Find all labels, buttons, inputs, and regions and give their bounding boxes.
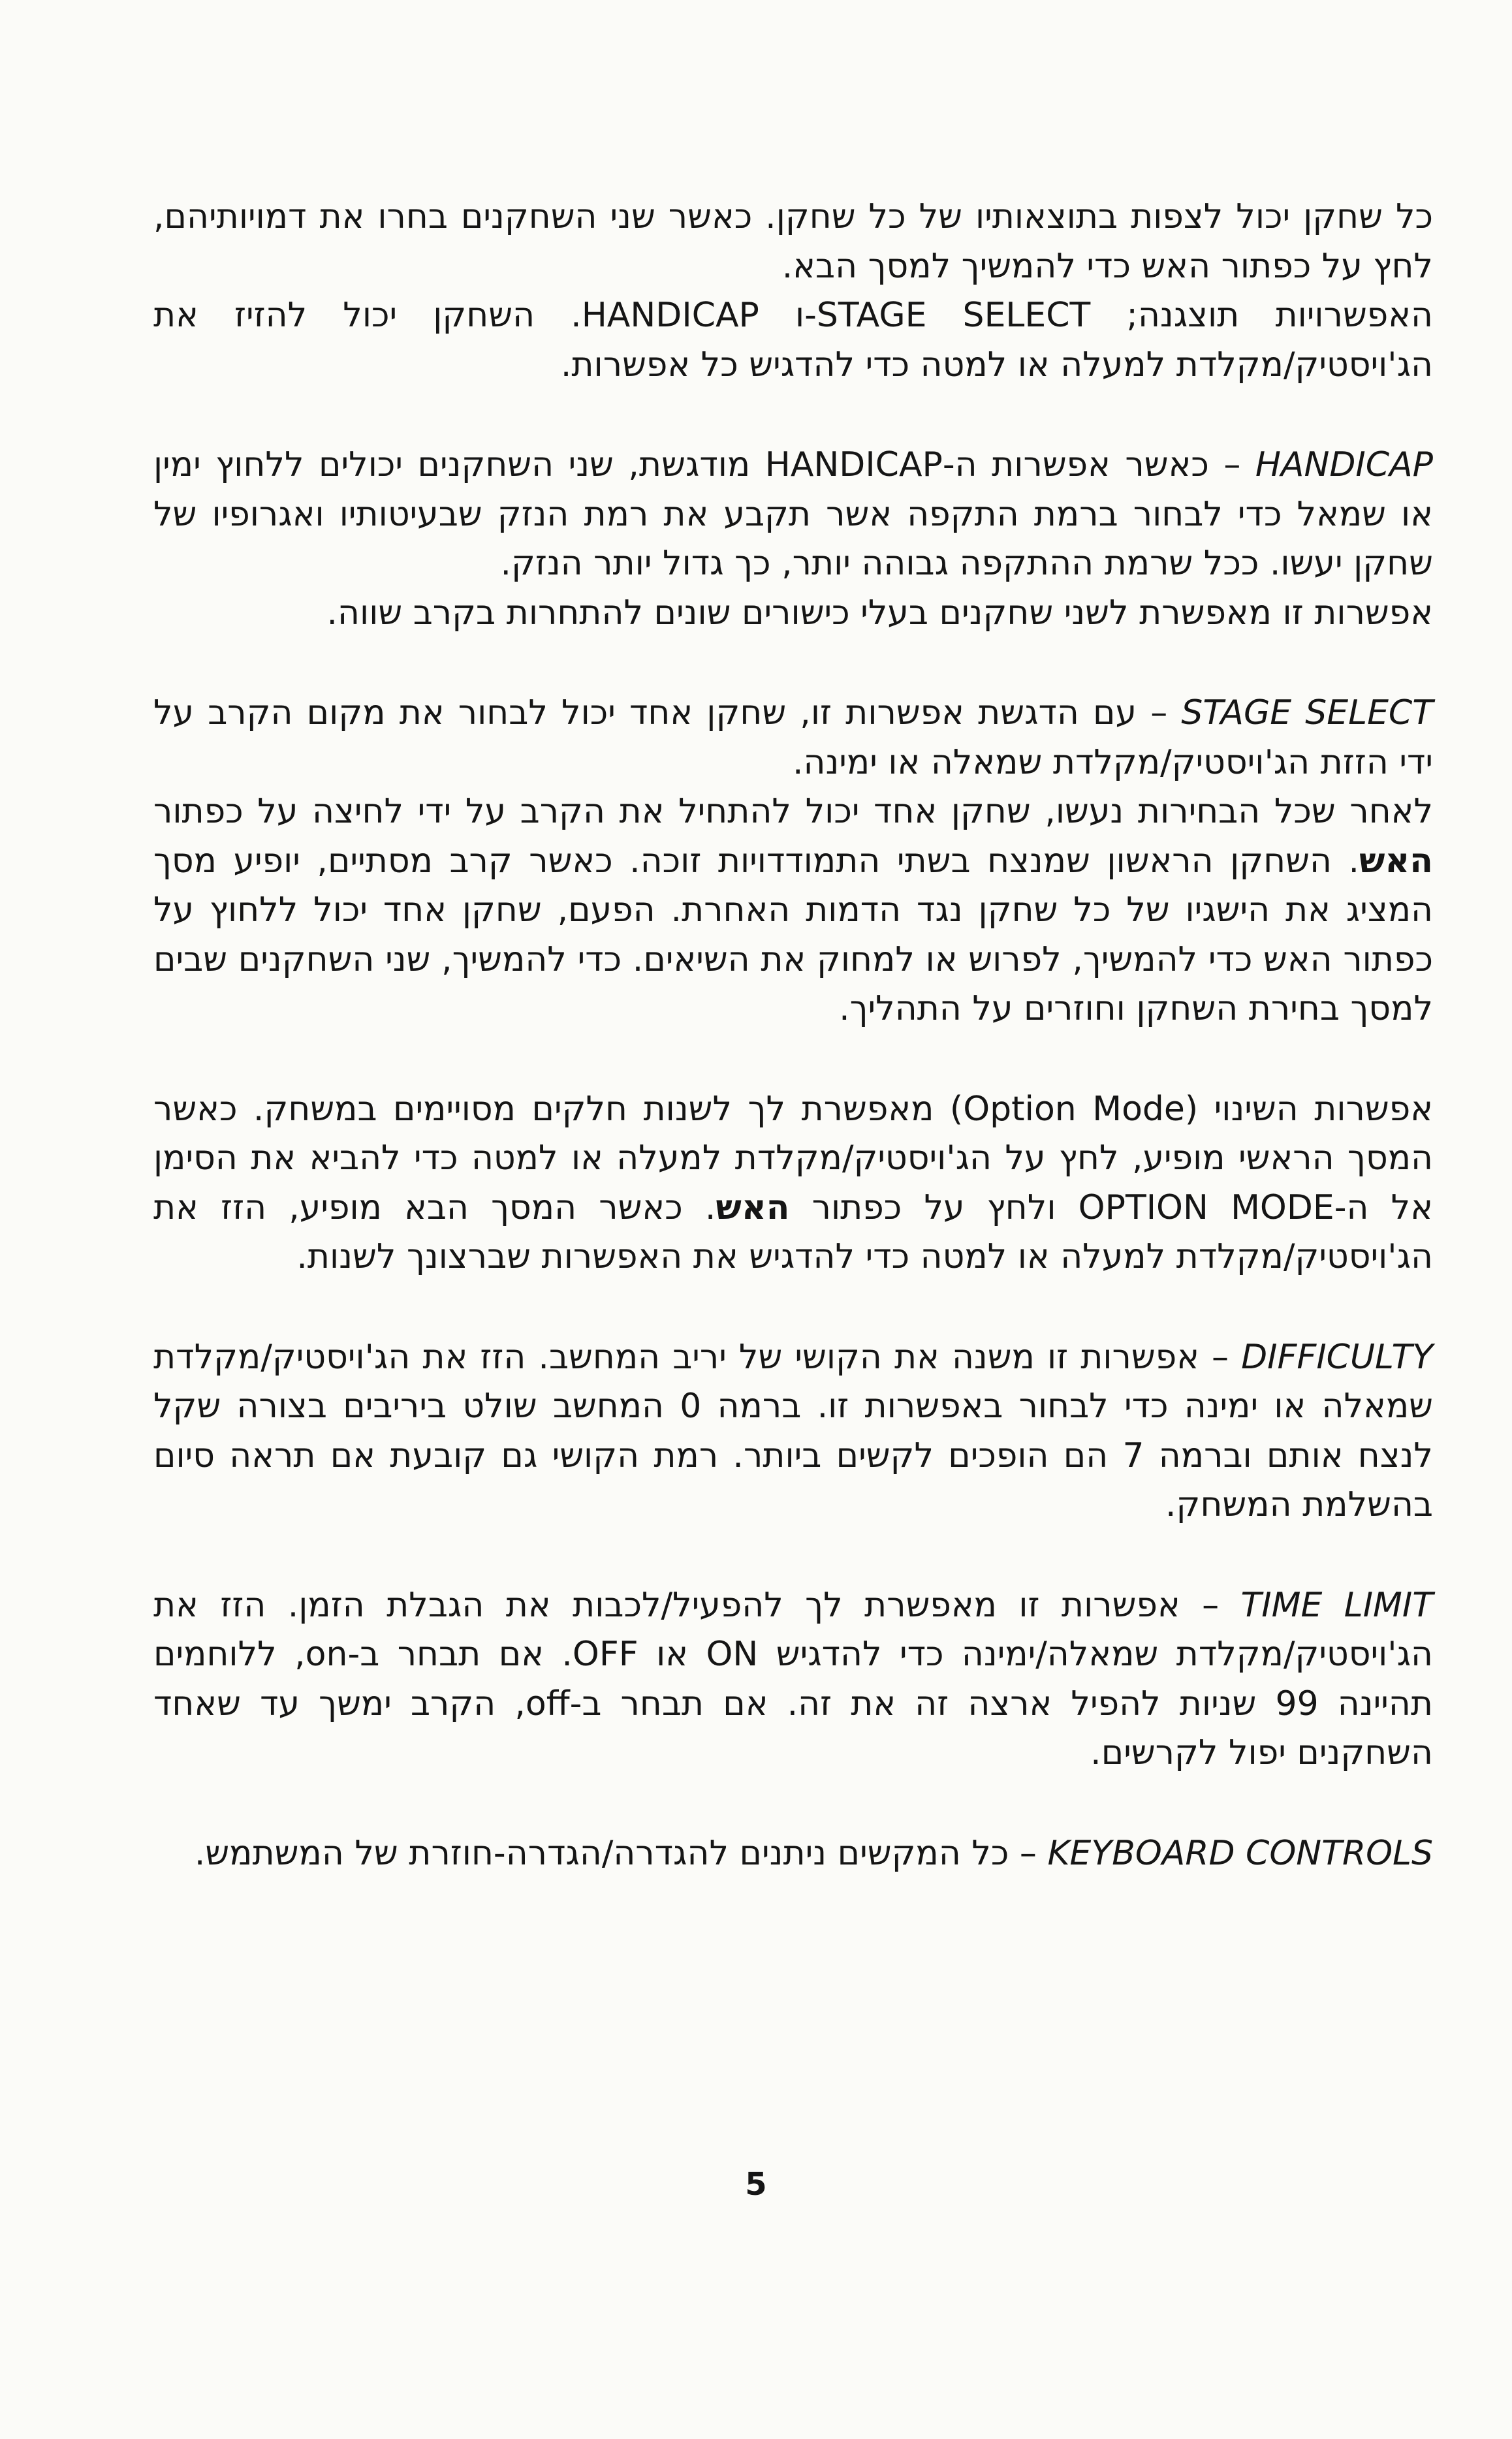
difficulty-term: DIFFICULTY <box>1241 1337 1433 1377</box>
paragraph-stage-select <box>153 689 1433 1034</box>
on-label: ON <box>706 1635 759 1674</box>
paragraph-intro <box>153 193 1433 390</box>
fire-button-word-2: האש <box>716 1188 790 1227</box>
or-text: או <box>638 1635 706 1674</box>
stage-select-text-2: לאחר שכל הבחירות נעשו, שחקן אחד יכול להתחיל את הקרב על ידי לחיצה על כפתור <box>153 792 1433 831</box>
difficulty-text: – אפשרות זו משנה את הקושי של יריב המחשב. הזז את הג'ויסטיק/מקלדת שמאלה או ימינה כדי לבחור באפשרות זו. ברמה 0 המחשב שולט ביריבים בצורה שקל לנצח אותם וברמה 7 הם הופכים לקשים ביותר. רמת הקושי גם קובעת אם תראה סיום בהשלמת המשחק. <box>153 1337 1433 1524</box>
paragraph-option-mode <box>153 1085 1433 1282</box>
handicap-term: HANDICAP <box>1255 445 1433 484</box>
option-mode-label: Option Mode <box>963 1089 1185 1129</box>
handicap-label: HANDICAP <box>581 296 759 335</box>
fire-button-word: האש <box>1359 841 1433 881</box>
option-mode-text-2: ) מאפשרת לך לשנות חלקים מסויימים במשחק. כאשר המסך הראשי מופיע, לחץ על הג'ויסטיק/מקלדת למעלה או למטה כדי להביא את הסימן אל ה- <box>153 1089 1433 1227</box>
handicap-text-1: – כאשר אפשרות ה- <box>942 445 1255 484</box>
handicap-text-3: אפשרות זו מאפשרת לשני שחקנים בעלי כישורים שונים להתחרות בקרב שווה. <box>326 593 1433 633</box>
time-limit-text-2: . אם תבחר ב-on, ללוחמים תהיינה 99 שניות להפיל ארצה זה את זה. אם תבחר ב-off, הקרב ימשך עד שאחד השחקנים יפול לקרשים. <box>153 1635 1433 1772</box>
off-label: OFF <box>572 1635 638 1674</box>
keyboard-controls-term: KEYBOARD CONTROLS <box>1047 1833 1433 1873</box>
option-mode-caps-label: OPTION MODE <box>1078 1188 1334 1227</box>
keyboard-controls-text: – כל המקשים ניתנים להגדרה/הגדרה-חוזרת של המשתמש. <box>194 1833 1048 1873</box>
option-mode-text-4: . כאשר המסך הבא מופיע, הזז את הג'ויסטיק/מקלדת למעלה או למטה כדי להדגיש את האפשרות שברצונך לשנות. <box>153 1188 1433 1276</box>
handicap-text-2: מודגשת, שני השחקנים יכולים ללחוץ ימין או שמאל כדי לבחור ברמת התקפה אשר תקבע את רמת הנזק שבעיטותיו ואגרופיו של שחקן יעשו. ככל שרמת ההתקפה גבוהה יותר, כך גדול יותר הנזק. <box>153 445 1433 583</box>
and-text: -ו <box>759 296 817 335</box>
handicap-inline-label: HANDICAP <box>764 445 943 484</box>
stage-select-label: STAGE SELECT <box>816 296 1091 335</box>
stage-select-text-1: – עם הדגשת אפשרות זו, שחקן אחד יכול לבחור את מקום הקרב על ידי הזזת הג'ויסטיק/מקלדת שמאלה או ימינה. <box>153 693 1433 782</box>
paragraph-time-limit <box>153 1581 1433 1778</box>
options-move-text: . השחקן יכול להזיז את הג'ויסטיק/מקלדת למעלה או למטה כדי להדגיש כל אפשרות. <box>153 296 1433 385</box>
time-limit-text-1: – אפשרות זו מאפשרת לך להפעיל/לכבות את הגבלת הזמן. הזז את הג'ויסטיק/מקלדת שמאלה/ימינה כדי להדגיש <box>153 1585 1433 1674</box>
option-mode-text-1: אפשרות השינוי ( <box>1184 1089 1433 1129</box>
page-body <box>153 193 1433 1878</box>
paragraph-keyboard-controls <box>153 1829 1433 1879</box>
paragraph-difficulty <box>153 1333 1433 1530</box>
intro-text: כל שחקן יכול לצפות בתוצאותיו של כל שחקן. כאשר שני השחקנים בחרו את דמויותיהם, לחץ על כפתור האש כדי להמשיך למסך הבא. <box>153 197 1433 286</box>
stage-select-term: STAGE SELECT <box>1181 693 1434 732</box>
paragraph-handicap <box>153 441 1433 638</box>
stage-select-text-3: . השחקן הראשון שמנצח בשתי התמודדויות זוכה. כאשר קרב מסתיים, יופיע מסך המציג את הישגיו של כל שחקן נגד הדמות האחרת. הפעם, שחקן אחד יכול ללחוץ על כפתור האש כדי להמשיך, לפרוש או למחוק את השיאים. כדי להמשיך, שני השחקנים שבים למסך בחירת השחקן וחוזרים על התהליך. <box>153 841 1433 1028</box>
page-number: 5 <box>745 2166 767 2203</box>
time-limit-term: TIME LIMIT <box>1240 1585 1433 1625</box>
options-text: האפשרויות תוצגנה; <box>1090 296 1433 335</box>
option-mode-text-3: ולחץ על כפתור <box>789 1188 1079 1227</box>
